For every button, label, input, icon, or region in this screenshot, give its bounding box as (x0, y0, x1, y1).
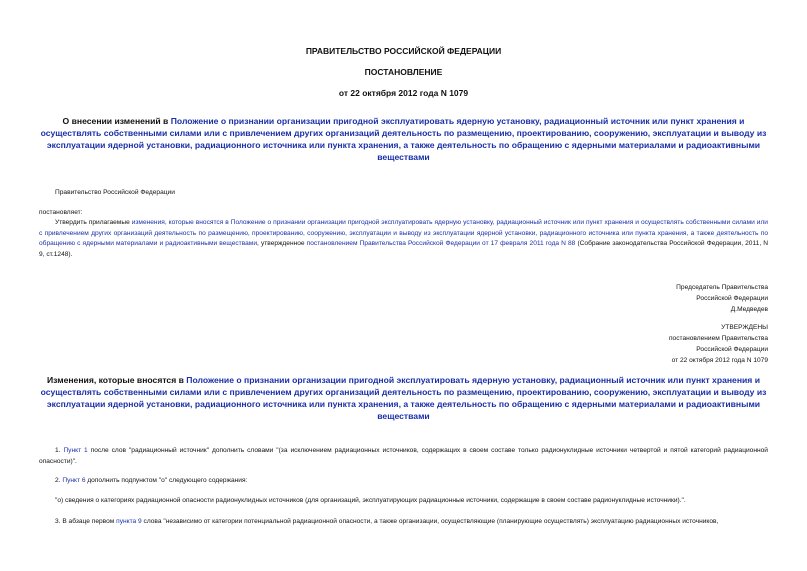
approve-paragraph (39, 218, 768, 260)
item-3-link[interactable]: пункта 9 (116, 518, 142, 525)
changes-title-prefix: Изменения, которые вносятся в (47, 375, 187, 385)
changes-title (38, 374, 769, 422)
item-1-num: 1. (55, 447, 64, 454)
item-3 (55, 517, 769, 528)
title-regulation-link[interactable]: Положение о признании организации пригодной эксплуатировать ядерную установку, радиационный источник или пункт хранения и осуществлять собственными силами или с привлечением других организаций деятельность по размещению, проектированию, сооружению, эксплуатации и выводу из эксплуатации ядерной установки, радиационного источника или пункта хранения, а также деятельность по обращению с ядерными материалами и радиоактивными веществами (40, 116, 767, 162)
title-prefix: О внесении изменений в (62, 116, 171, 126)
approved-line-4: от 22 октября 2012 года N 1079 (671, 357, 768, 364)
item-2-text: дополнить подпунктом "о" следующего содержания: (85, 477, 248, 484)
item-2-num: 2. (55, 477, 63, 484)
approved-line-3: Российской Федерации (696, 346, 768, 353)
changes-title-regulation-link[interactable]: Положение о признании организации пригодной эксплуатировать ядерную установку, радиационный источник или пункт хранения и осуществлять собственными силами или с привлечением других организаций деятельность по размещению, проектированию, сооружению, эксплуатации и выводу из эксплуатации ядерной установки, радиационного источника или пункта хранения, а также деятельность по обращению с ядерными материалами и радиоактивными веществами (40, 375, 767, 421)
approved-block (669, 322, 768, 366)
item-1 (39, 446, 768, 467)
government-heading: ПРАВИТЕЛЬСТВО РОССИЙСКОЙ ФЕДЕРАЦИИ (305, 46, 502, 56)
signature-block (676, 282, 768, 315)
date-number-heading: от 22 октября 2012 года N 1079 (338, 88, 469, 98)
issuer-text: Правительство Российской Федерации (55, 189, 175, 196)
resolves-text: постановляет: (39, 209, 83, 216)
resolution-title (38, 115, 769, 163)
approved-line-1: УТВЕРЖДЕНЫ (721, 324, 768, 331)
signature-line-1: Председатель Правительства (676, 284, 768, 291)
approve-suffix: (Собрание законодательства Российской Федерации, 2011, N 9, ст.1248). (39, 240, 768, 258)
doc-type-heading: ПОСТАНОВЛЕНИЕ (364, 67, 443, 77)
approve-mid: , утвержденное (257, 240, 307, 247)
signature-line-3: Д.Медведев (730, 306, 768, 313)
item-2-link[interactable]: Пункт 6 (62, 477, 86, 484)
approve-prefix: Утвердить прилагаемые (55, 219, 132, 226)
item-3-text: слова "независимо от категории потенциальной радиационной опасности, а также организации, осуществляющие (планирующие осуществлять) эксплуатацию радиационных источников, (141, 518, 719, 525)
approved-line-2: постановлением Правительства (668, 335, 768, 342)
item-1-link[interactable]: Пункт 1 (63, 447, 88, 454)
changes-link[interactable]: изменения, которые вносятся в Положение о признании организации пригодной эксплуатировать ядерную установку, радиационный источник или пункт хранения и осуществлять собственными силами или с привлечением других организаций деятельность по размещению, проектированию, сооружению, эксплуатации и выводу из эксплуатации ядерной установки, радиационного источника или пункта хранения, а также деятельность по обращению с ядерными материалами и радиоактивными веществами (39, 219, 768, 247)
item-3-prefix: 3. В абзаце первом (55, 518, 117, 525)
signature-line-2: Российской Федерации (696, 295, 768, 302)
item-2 (55, 476, 247, 487)
resolution-88-link[interactable]: постановлением Правительства Российской Федерации от 17 февраля 2011 года N 88 (306, 240, 576, 247)
item-1-text: после слов "радиационный источник" дополнить словами "(за исключением радиационных источников, содержащих в своем составе только радионуклидные источники четвертой и пятой категорий радиационной опасности)". (39, 447, 768, 465)
item-2-quote: "о) сведения о категориях радиационной опасности радионуклидных источников (для организаций, эксплуатирующих радиационные источники, содержащие в своем составе радионуклидные источники).". (55, 497, 686, 504)
